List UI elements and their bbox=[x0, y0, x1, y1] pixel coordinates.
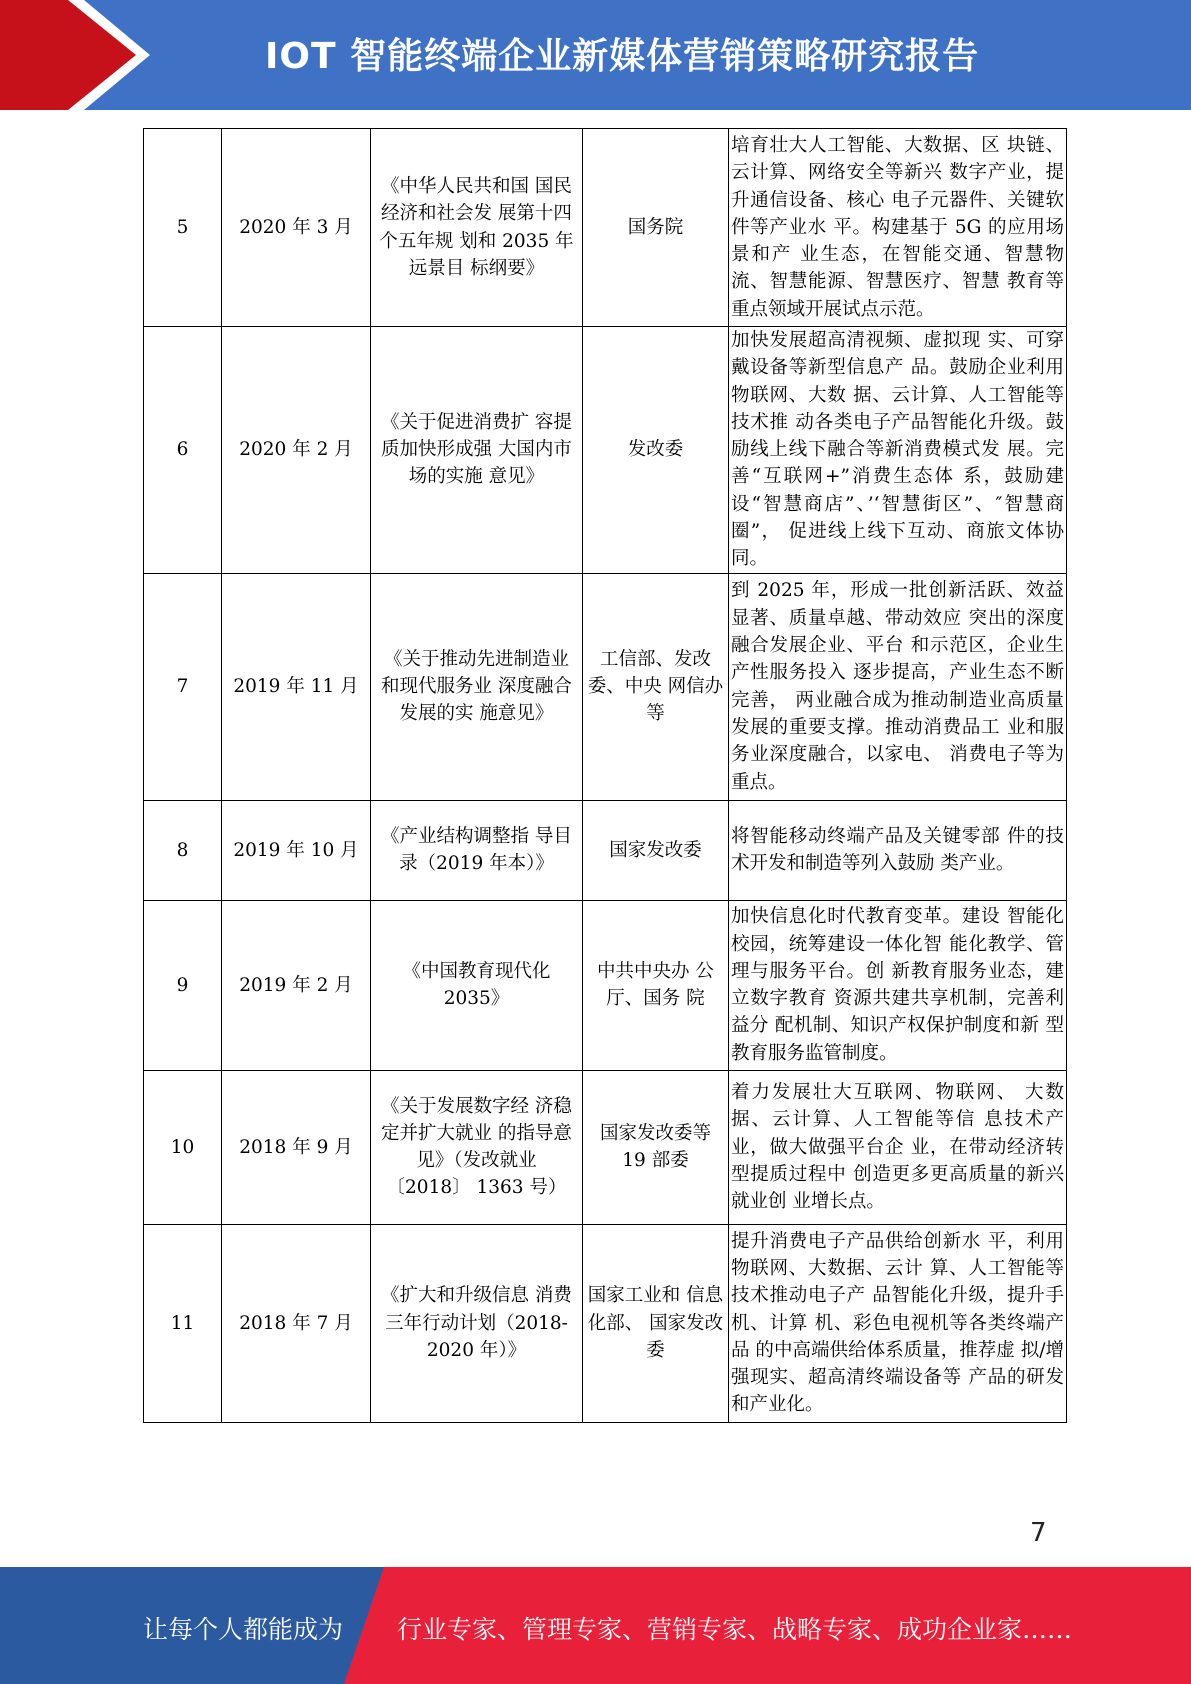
row-number: 7 bbox=[144, 573, 222, 800]
row-organization: 国家发改委 bbox=[583, 800, 729, 900]
row-date: 2019 年 10 月 bbox=[222, 800, 371, 900]
footer-slogan-right: 行业专家、管理专家、营销专家、战略专家、成功企业家…… bbox=[397, 1615, 1073, 1644]
row-content: 培育壮大人工智能、大数据、区 块链、云计算、网络安全等新兴 数字产业，提升通信设备、核心 电子元器件、关键软件等产业水 平。构建基于 5G 的应用场景和产 业生态，在智能交通、智慧物 流、智慧能源、智慧医疗、智慧 教育等重点领域开展试点示范。 bbox=[729, 129, 1067, 327]
footer-slogan-left: 让每个人都能成为 bbox=[143, 1615, 344, 1644]
row-content: 将智能移动终端产品及关键零部 件的技术开发和制造等列入鼓励 类产业。 bbox=[729, 800, 1067, 900]
row-organization: 发改委 bbox=[583, 327, 729, 574]
policy-table bbox=[143, 128, 1067, 1423]
row-number: 11 bbox=[144, 1224, 222, 1422]
row-organization: 国家工业和 信息化部、 国家发改委 bbox=[583, 1224, 729, 1422]
table-row bbox=[144, 1070, 1067, 1224]
page-number: 7 bbox=[1030, 1518, 1047, 1548]
row-organization: 国务院 bbox=[583, 129, 729, 327]
table-row bbox=[144, 800, 1067, 900]
page-header bbox=[0, 0, 1191, 110]
row-content: 到 2025 年，形成一批创新活跃、效益显著、质量卓越、带动效应 突出的深度融合发展企业、平台 和示范区，企业生产性服务投入 逐步提高，产业生态不断完善， 两业融合成为推动制造业高质量 发展的重要支撑。推动消费品工 业和服务业深度融合，以家电、 消费电子等为重点。 bbox=[729, 573, 1067, 800]
row-content: 提升消费电子产品供给创新水 平，利用物联网、大数据、云计 算、人工智能等技术推动电子产 品智能化升级，提升手机、计算 机、彩色电视机等各类终端产品 的中高端供给体系质量，推荐虚 拟/增强现实、超高清终端设备等 产品的研发和产业化。 bbox=[729, 1224, 1067, 1422]
row-organization: 工信部、发改委、中央 网信办等 bbox=[583, 573, 729, 800]
row-number: 9 bbox=[144, 900, 222, 1070]
row-date: 2019 年 2 月 bbox=[222, 900, 371, 1070]
row-content: 加快发展超高清视频、虚拟现 实、可穿戴设备等新型信息产 品。鼓励企业利用物联网、大数 据、云计算、人工智能等技术推 动各类电子产品智能化升级。鼓 励线上线下融合等新消费模式发 展。完善“互联网+”消费生态体 系，鼓励建设“智慧商店”、’‘智慧街区”、″智慧商圈”， 促进线上线下互动、商旅文体协 同。 bbox=[729, 327, 1067, 574]
document-title: IOT 智能终端企业新媒体营销策略研究报告 bbox=[265, 36, 980, 77]
row-organization: 中共中央办 公厅、国务 院 bbox=[583, 900, 729, 1070]
row-date: 2020 年 2 月 bbox=[222, 327, 371, 574]
row-content: 加快信息化时代教育变革。建设 智能化校园，统筹建设一体化智 能化教学、管理与服务平台。创 新教育服务业态，建立数字教育 资源共建共享机制，完善利益分 配机制、知识产权保护制度和新 型教育服务监管制度。 bbox=[729, 900, 1067, 1070]
row-date: 2018 年 9 月 bbox=[222, 1070, 371, 1224]
row-organization: 国家发改委等 19 部委 bbox=[583, 1070, 729, 1224]
row-document: 《扩大和升级信息 消费三年行动计划（2018-2020 年）》 bbox=[371, 1224, 583, 1422]
table-row bbox=[144, 900, 1067, 1070]
row-content: 着力发展壮大互联网、物联网、 大数据、云计算、人工智能等信 息技术产业，做大做强平台企 业，在带动经济转型提质过程中 创造更多更高质量的新兴就业创 业增长点。 bbox=[729, 1070, 1067, 1224]
row-document: 《产业结构调整指 导目录（2019 年本）》 bbox=[371, 800, 583, 900]
row-date: 2020 年 3 月 bbox=[222, 129, 371, 327]
row-document: 《中华人民共和国 国民经济和社会发 展第十四个五年规 划和 2035 年远景目 标纲要》 bbox=[371, 129, 583, 327]
table-row bbox=[144, 327, 1067, 574]
row-number: 5 bbox=[144, 129, 222, 327]
row-number: 6 bbox=[144, 327, 222, 574]
table-row bbox=[144, 1224, 1067, 1422]
row-document: 《关于发展数字经 济稳定并扩大就业 的指导意见》（发改就业〔2018〕 1363 号） bbox=[371, 1070, 583, 1224]
row-document: 《关于推动先进制造业和现代服务业 深度融合发展的实 施意见》 bbox=[371, 573, 583, 800]
table-row bbox=[144, 129, 1067, 327]
row-document: 《关于促进消费扩 容提质加快形成强 大国内市场的实施 意见》 bbox=[371, 327, 583, 574]
row-date: 2018 年 7 月 bbox=[222, 1224, 371, 1422]
table-row bbox=[144, 573, 1067, 800]
row-number: 10 bbox=[144, 1070, 222, 1224]
row-date: 2019 年 11 月 bbox=[222, 573, 371, 800]
row-number: 8 bbox=[144, 800, 222, 900]
row-document: 《中国教育现代化 2035》 bbox=[371, 900, 583, 1070]
